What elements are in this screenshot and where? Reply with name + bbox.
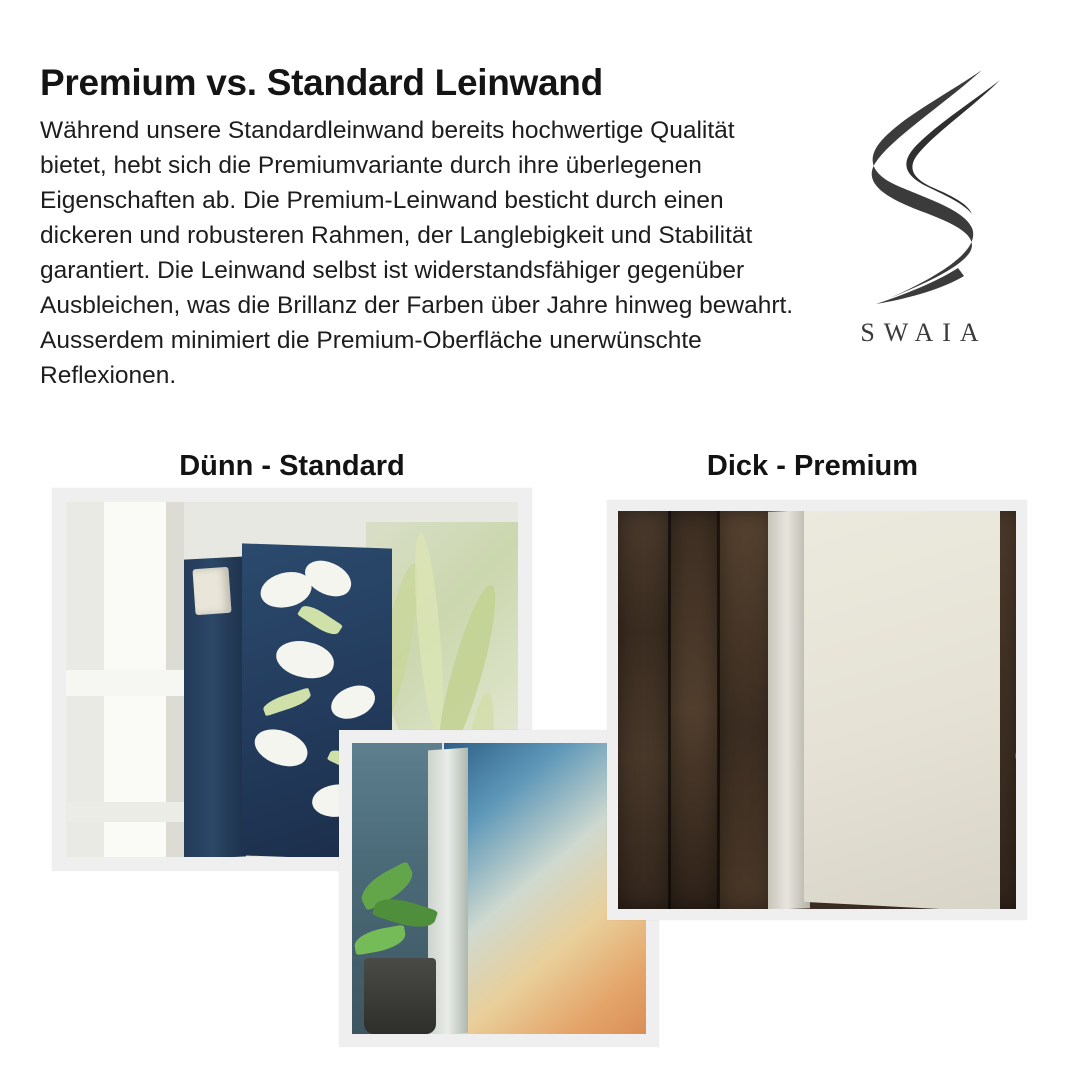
description-text: Während unsere Standardleinwand bereits hochwertige Qualität bietet, hebt sich die Premiumvariante durch ihre überlegenen Eigenschaften ab. Die Premium-Leinwand besticht durch einen dickeren und robusteren Rahmen, der Langlebigkeit und Stabilität garantiert. Die Leinwand selbst ist widerstandsfähiger gegenüber Ausbleichen, was die Brillanz der Farben über Jahre hinweg bewahrt. Ausserdem minimiert die Premium-Oberfläche unerwünschte Reflexionen. <box>40 116 794 389</box>
photo-premium <box>618 511 1016 909</box>
swaia-s-logo-icon <box>832 62 1007 312</box>
label-standard: Dünn - Standard <box>179 450 405 482</box>
photo-detail <box>352 743 646 1034</box>
photo-card-premium <box>607 500 1027 920</box>
page-title: Premium vs. Standard Leinwand <box>40 62 603 103</box>
label-premium: Dick - Premium <box>706 450 919 482</box>
brand-wordmark: SWAIA <box>860 318 988 347</box>
header-block <box>40 62 800 393</box>
brand-logo <box>817 62 1022 348</box>
